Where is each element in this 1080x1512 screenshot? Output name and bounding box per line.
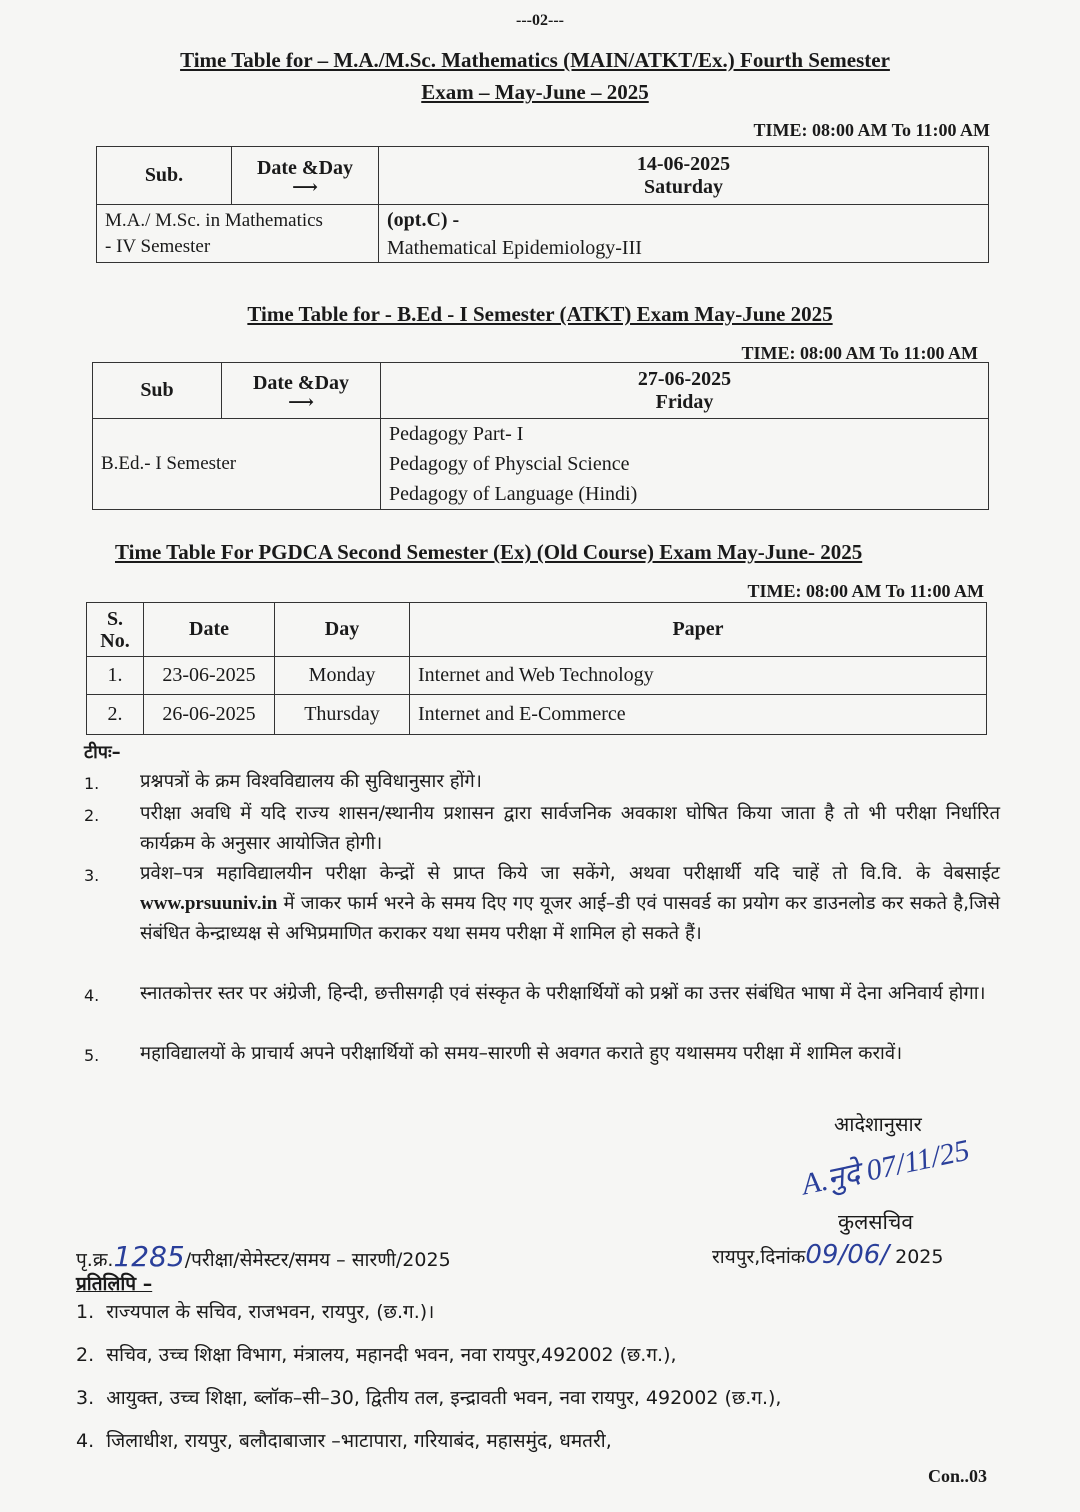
date-label: Date: [189, 618, 229, 640]
col-date-day-header: [232, 147, 379, 205]
col-sub-header: [97, 147, 232, 205]
col-date-day-label: Date &Day: [252, 372, 350, 394]
list-item: [76, 1384, 781, 1410]
row-sno: 2.: [87, 695, 144, 735]
subject-cell: [97, 205, 379, 263]
note-number: 3.: [84, 866, 100, 885]
exam-day: Saturday: [644, 175, 723, 198]
date-day-cell: [381, 363, 989, 419]
designation: कुलसचिव: [838, 1210, 914, 1234]
col-day-header: [275, 603, 410, 657]
exam-date: 14-06-2025: [636, 152, 731, 175]
copy-number: 3.: [76, 1387, 95, 1409]
row-paper: Internet and Web Technology: [410, 657, 987, 695]
section1-title-line2: Exam – May-June – 2025: [421, 80, 649, 104]
section2-table: [92, 362, 989, 510]
reference-number: 1285: [113, 1240, 185, 1273]
note-text-part: प्रवेश–पत्र महाविद्यालयीन परीक्षा केन्द्रों से प्राप्त किये जा सकेंगे, अथवा परीक्षार्थी यदि चाहें तो वि.वि. के वेबसाईट: [140, 863, 1000, 884]
copy-text: राज्यपाल के सचिव, राजभवन, रायपुर, (छ.ग.)।: [106, 1301, 435, 1323]
date-year: 2025: [889, 1246, 944, 1268]
subject-line2: - IV Semester: [105, 235, 211, 257]
section1-time: TIME: 08:00 AM To 11:00 AM: [753, 120, 990, 140]
reference-line: [76, 1240, 451, 1273]
list-item: [76, 1298, 434, 1324]
list-item: [76, 1427, 612, 1453]
paper-cell: [379, 205, 989, 263]
section3-time: TIME: 08:00 AM To 11:00 AM: [747, 581, 984, 601]
page-number: ---02---: [516, 12, 564, 29]
row-date: 23-06-2025: [144, 657, 275, 695]
note-number: 2.: [84, 806, 100, 825]
table-row: [87, 657, 987, 695]
col-sub-header: [93, 363, 222, 419]
date-day-cell: [379, 147, 989, 205]
row-paper: Internet and E-Commerce: [410, 695, 987, 735]
note-number: 4.: [84, 986, 100, 1005]
note-number: 1.: [84, 774, 100, 793]
note-text: [140, 859, 1000, 949]
section3-title: Time Table For PGDCA Second Semester (Ex) (Old Course) Exam May-June- 2025: [115, 540, 863, 564]
exam-day: Friday: [655, 390, 714, 413]
copy-text: आयुक्त, उच्च शिक्षा, ब्लॉक–सी–30, द्वितीय तल, इन्द्रावती भवन, नवा रायपुर, 492002 (छ.ग.),: [106, 1387, 782, 1409]
section2-title: Time Table for - B.Ed - I Semester (ATKT) Exam May-June 2025: [247, 302, 833, 326]
subject-line1: M.A./ M.Sc. in Mathematics: [105, 209, 323, 231]
paper-label: Paper: [672, 618, 724, 640]
copy-to-heading: प्रतिलिपि –: [76, 1273, 153, 1295]
col-date-day-label: Date &Day: [256, 157, 354, 179]
arrow-right-icon: ⟶: [288, 392, 314, 412]
paper-option: (opt.C) -: [387, 208, 460, 231]
copy-text: सचिव, उच्च शिक्षा विभाग, मंत्रालय, महानदी भवन, नवा रायपुर,492002 (छ.ग.),: [106, 1344, 677, 1366]
paper-item: Pedagogy Part- I: [389, 423, 524, 445]
notes-heading: टीपः–: [84, 742, 121, 763]
paper-item: Pedagogy of Language (Hindi): [389, 483, 638, 505]
row-sno: 1.: [87, 657, 144, 695]
note-text-part: में जाकर फार्म भरने के समय दिए गए यूजर आई–डी एवं पासवर्ड का प्रयोग कर डाउनलोड कर सकते है,जिसे संबंधित केन्द्राध्यक्ष से अभिप्रमाणित कराकर यथा समय परीक्षा में शामिल हो सकते हैं।: [140, 893, 1000, 944]
col-sub-label: Sub.: [144, 164, 184, 186]
col-sno-header: [87, 603, 144, 657]
row-day: Thursday: [275, 695, 410, 735]
continued-label: Con..03: [928, 1466, 988, 1486]
copy-number: 2.: [76, 1344, 95, 1366]
note-text: परीक्षा अवधि में यदि राज्य शासन/स्थानीय प्रशासन द्वारा सार्वजनिक अवकाश घोषित किया जाता है तो भी परीक्षा निर्धारित कार्यक्रम के अनुसार आयोजित होगी।: [140, 803, 1000, 854]
paper-item: Pedagogy of Physcial Science: [389, 453, 630, 475]
row-date: 26-06-2025: [144, 695, 275, 735]
section1-title-line1: Time Table for – M.A./M.Sc. Mathematics (MAIN/ATKT/Ex.) Fourth Semester: [180, 48, 890, 72]
table-row: [87, 695, 987, 735]
section3-table: [86, 602, 987, 735]
sno-label2: No.: [100, 629, 130, 652]
place-date-prefix: रायपुर,दिनांक: [712, 1246, 806, 1268]
subject-label: B.Ed.- I Semester: [101, 453, 237, 474]
reference-prefix: पृ.क्र.: [76, 1249, 114, 1271]
day-label: Day: [324, 618, 360, 640]
col-paper-header: [410, 603, 987, 657]
col-date-day-header: [222, 363, 381, 419]
copy-number: 4.: [76, 1430, 95, 1452]
paper-name: Mathematical Epidemiology-III: [387, 236, 642, 259]
note-number: 5.: [84, 1046, 100, 1065]
signature: A.नुदे 07/11/25: [798, 1133, 973, 1202]
handwritten-date: 09/06/: [805, 1240, 890, 1270]
section1-table: [96, 146, 989, 263]
arrow-right-icon: ⟶: [292, 177, 318, 197]
sno-label1: S.: [106, 607, 124, 630]
list-item: [76, 1341, 677, 1367]
note-text: प्रश्नपत्रों के क्रम विश्वविद्यालय की सुविधानुसार होंगे।: [140, 771, 482, 792]
section2-time: TIME: 08:00 AM To 11:00 AM: [741, 343, 978, 363]
copy-number: 1.: [76, 1301, 95, 1323]
exam-date: 27-06-2025: [637, 367, 732, 390]
row-day: Monday: [275, 657, 410, 695]
by-order-text: आदेशानुसार: [834, 1112, 922, 1136]
col-sub-label: Sub: [140, 379, 174, 401]
subject-cell: [93, 419, 381, 510]
copy-text: जिलाधीश, रायपुर, बलौदाबाजार –भाटापारा, गरियाबंद, महासमुंद, धमतरी,: [106, 1430, 612, 1452]
paper-cell: [381, 419, 989, 510]
note-text: स्नातकोत्तर स्तर पर अंग्रेजी, हिन्दी, छत्तीसगढ़ी एवं संस्कृत के परीक्षार्थियों को प्रश्नों का उत्तर संबंधित भाषा में देना अनिवार्य होगा।: [140, 983, 986, 1004]
reference-path: /परीक्षा/सेमेस्टर/समय – सारणी/2025: [184, 1249, 451, 1271]
note-text: महाविद्यालयों के प्राचार्य अपने परीक्षार्थियों को समय–सारणी से अवगत कराते हुए यथासमय परीक्षा में शामिल करावें।: [140, 1043, 903, 1064]
place-date: [712, 1240, 943, 1270]
website-link[interactable]: www.prsuuniv.in: [140, 893, 278, 914]
col-date-header: [144, 603, 275, 657]
